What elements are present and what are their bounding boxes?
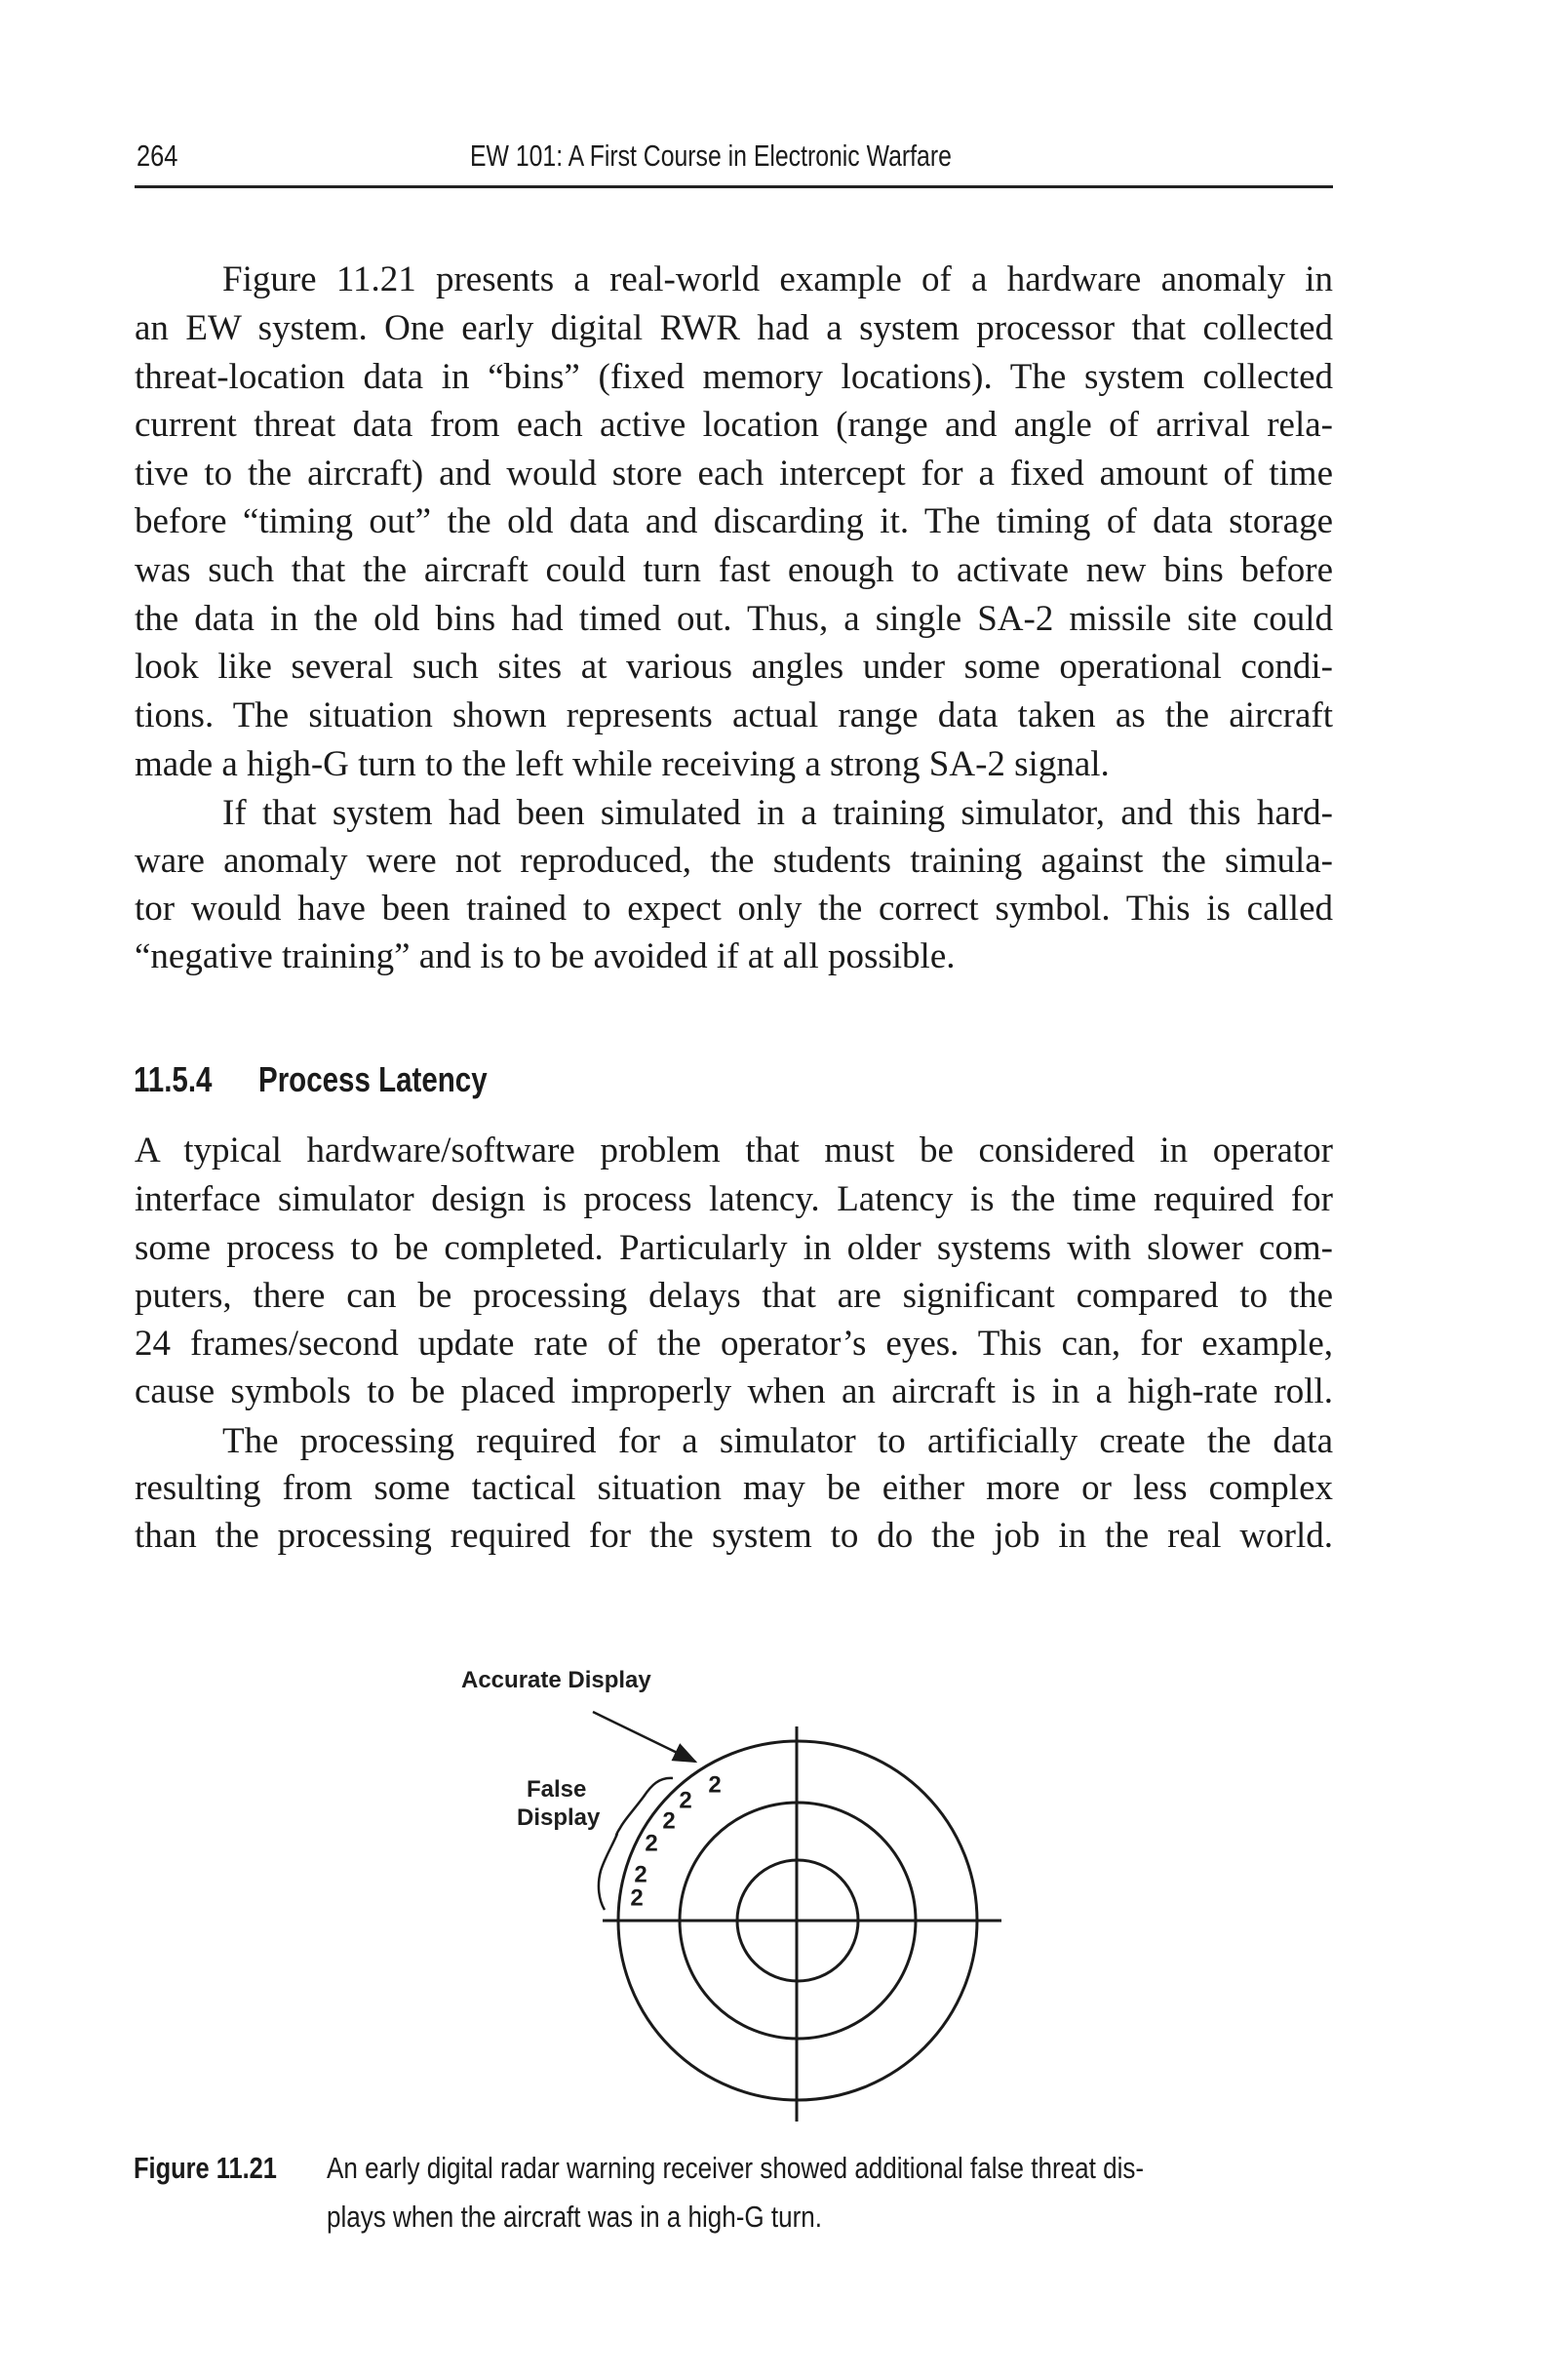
threat-symbol: 2 [634,1861,647,1888]
text-line: “negative training” and is to be avoided if at all possible. [135,936,956,976]
text-line: A typical hardware/software problem that must be considered in operator [135,1130,1333,1170]
text-line: look like several such sites at various angles under some operational condi- [135,647,1333,687]
page-number: 264 [137,139,178,173]
text-line: than the processing required for the system to do the job in the real world. [135,1516,1333,1556]
text-line: an EW system. One early digital RWR had a system processor that collected [135,308,1333,348]
text-line: current threat data from each active location (range and angle of arrival rela- [135,405,1333,445]
accurate-display-label: Accurate Display [461,1667,651,1693]
text-line: ware anomaly were not reproduced, the students training against the simula- [135,841,1333,881]
figure-caption-number: Figure 11.21 [134,2151,277,2185]
section-number: 11.5.4 [134,1059,213,1099]
threat-symbol: 2 [662,1807,676,1835]
text-line: threat-location data in “bins” (fixed memory locations). The system collected [135,357,1333,397]
threat-symbol: 2 [630,1884,644,1912]
text-line: tor would have been trained to expect only the correct symbol. This is called [135,889,1333,929]
text-line: Figure 11.21 presents a real-world example of a hardware anomaly in [222,259,1333,299]
text-line: interface simulator design is process latency. Latency is the time required for [135,1179,1333,1219]
text-line: 24 frames/second update rate of the operator’s eyes. This can, for example, [135,1324,1333,1364]
threat-symbol: 2 [679,1787,692,1814]
threat-symbol: 2 [708,1771,722,1799]
book-title: EW 101: A First Course in Electronic Warfare [470,139,952,173]
text-line: The processing required for a simulator to artificially create the data [222,1421,1333,1461]
text-line: made a high-G turn to the left while receiving a strong SA-2 signal. [135,744,1110,784]
text-line: was such that the aircraft could turn fast enough to activate new bins before [135,550,1333,590]
text-line: some process to be completed. Particularly in older systems with slower com- [135,1228,1333,1268]
section-title: Process Latency [258,1059,488,1099]
text-line: the data in the old bins had timed out. Thus, a single SA-2 missile site could [135,599,1333,639]
text-line: tions. The situation shown represents actual range data taken as the aircraft [135,695,1333,735]
figure-caption-line: plays when the aircraft was in a high-G turn. [327,2200,823,2234]
threat-symbol: 2 [645,1830,658,1857]
text-line: puters, there can be processing delays that are significant compared to the [135,1276,1333,1316]
false-display-label-line1: False [527,1776,587,1803]
false-display-label-line2: Display [517,1805,601,1831]
text-line: If that system had been simulated in a training simulator, and this hard- [222,793,1333,833]
text-line: tive to the aircraft) and would store each intercept for a fixed amount of time [135,454,1333,494]
text-line: resulting from some tactical situation may be either more or less complex [135,1468,1333,1508]
text-line: cause symbols to be placed improperly when an aircraft is in a high-rate roll. [135,1371,1333,1411]
accurate-display-arrow [593,1712,695,1762]
text-line: before “timing out” the old data and discarding it. The timing of data storage [135,501,1333,541]
figure-caption-line: An early digital radar warning receiver showed additional false threat dis- [327,2151,1145,2185]
